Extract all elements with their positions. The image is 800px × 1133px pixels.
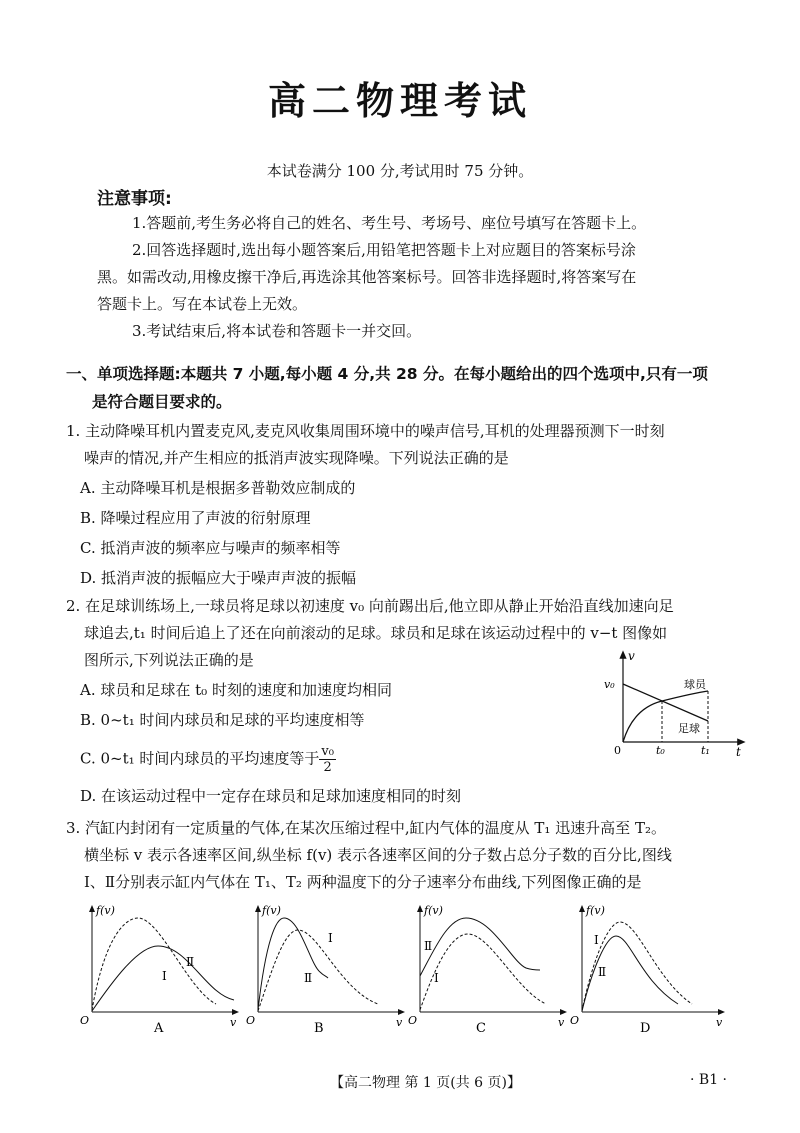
page-footer: 【高二物理 第 1 页(共 6 页)】 bbox=[330, 1075, 521, 1091]
notice-item-2-line-3: 答题卡上。写在本试卷上无效。 bbox=[97, 295, 308, 313]
graph-c-y-label: f(v) bbox=[424, 904, 443, 917]
fraction-denominator: 2 bbox=[323, 760, 332, 775]
graph-c-label-2: Ⅱ bbox=[424, 939, 433, 953]
notice-item-3: 3.考试结束后,将本试卷和答题卡一并交回。 bbox=[132, 322, 422, 340]
section-heading bbox=[66, 360, 746, 416]
question-1-line-2: 噪声的情况,并产生相应的抵消声波实现降噪。下列说法正确的是 bbox=[84, 449, 509, 467]
graph-d-x-label: v bbox=[716, 1016, 723, 1029]
graph-d-label-2: Ⅱ bbox=[598, 965, 607, 979]
page-title: 高二物理考试 bbox=[267, 79, 532, 123]
question-2-option-c bbox=[80, 744, 336, 775]
question-2-option-b: B. 0~t₁ 时间内球员和足球的平均速度相等 bbox=[80, 711, 365, 729]
graph-c-curve-1 bbox=[420, 934, 546, 1010]
graph-c-x-label: v bbox=[558, 1016, 565, 1029]
question-2-option-c-text: C. 0~t₁ 时间内球员的平均速度等于 bbox=[80, 749, 320, 768]
graph-c-label-1: Ⅰ bbox=[434, 971, 439, 985]
vt-t1-label: t₁ bbox=[701, 744, 710, 757]
graph-a-origin: O bbox=[80, 1014, 90, 1027]
question-3-line-3: Ⅰ、Ⅱ分别表示缸内气体在 T₁、T₂ 两种温度下的分子速率分布曲线,下列图像正确的是 bbox=[84, 873, 642, 891]
question-3-line-1: 3. 汽缸内封闭有一定质量的气体,在某次压缩过程中,缸内气体的温度从 T₁ 迅速升高至 T₂。 bbox=[66, 819, 666, 837]
graph-a-y-label: f(v) bbox=[96, 904, 115, 917]
vt-y-label: v bbox=[628, 649, 635, 663]
vt-ball-label: 足球 bbox=[678, 722, 700, 735]
distribution-graphs bbox=[78, 900, 728, 1042]
graph-c bbox=[408, 904, 565, 1036]
question-1-option-a: A. 主动降噪耳机是根据多普勒效应制成的 bbox=[80, 479, 356, 497]
vt-graph-figure bbox=[598, 648, 748, 760]
exam-intro: 本试卷满分 100 分,考试用时 75 分钟。 bbox=[266, 162, 534, 180]
question-2-option-d: D. 在该运动过程中一定存在球员和足球加速度相同的时刻 bbox=[80, 787, 462, 805]
vt-x-label: t bbox=[736, 745, 741, 759]
graph-d-label-1: Ⅰ bbox=[594, 933, 599, 947]
fraction-v0-over-2 bbox=[319, 744, 336, 775]
notice-item-1: 1.答题前,考生务必将自己的姓名、考生号、考场号、座位号填写在答题卡上。 bbox=[132, 214, 647, 232]
question-3-line-2: 横坐标 v 表示各速率区间,纵坐标 f(v) 表示各速率区间的分子数占总分子数的百分比,图线 bbox=[84, 846, 672, 864]
graph-d bbox=[570, 904, 723, 1036]
vt-v0-label: v₀ bbox=[604, 678, 615, 691]
graph-b-origin: O bbox=[246, 1014, 256, 1027]
question-2-line-1: 2. 在足球训练场上,一球员将足球以初速度 v₀ 向前踢出后,他立即从静止开始沿直线加速向足 bbox=[66, 597, 674, 615]
graph-b-label-2: Ⅱ bbox=[304, 971, 313, 985]
graph-c-curve-2 bbox=[420, 918, 540, 976]
graph-a-x-label: v bbox=[230, 1016, 237, 1029]
question-2-option-a: A. 球员和足球在 t₀ 时刻的速度和加速度均相同 bbox=[80, 681, 392, 699]
graph-b-caption: B bbox=[314, 1021, 324, 1036]
footer-code: · B1 · bbox=[690, 1072, 727, 1088]
graph-c-caption: C bbox=[476, 1021, 486, 1036]
notice-item-2-line-1: 2.回答选择题时,选出每小题答案后,用铅笔把答题卡上对应题目的答案标号涂 bbox=[132, 241, 636, 259]
notice-title: 注意事项: bbox=[97, 189, 172, 209]
graph-a-curve-1 bbox=[92, 918, 216, 1010]
graph-b bbox=[246, 904, 403, 1036]
section-heading-line-2: 是符合题目要求的。 bbox=[92, 393, 232, 411]
graph-d-curve-1 bbox=[582, 936, 678, 1011]
question-1-option-b: B. 降噪过程应用了声波的衍射原理 bbox=[80, 509, 311, 527]
graph-d-caption: D bbox=[640, 1021, 651, 1036]
graph-c-origin: O bbox=[408, 1014, 418, 1027]
graph-a-label-1: Ⅰ bbox=[162, 969, 167, 983]
vt-origin-label: 0 bbox=[614, 744, 621, 757]
section-heading-line-1: 一、单项选择题:本题共 7 小题,每小题 4 分,共 28 分。在每小题给出的四个选项中,只有一项 bbox=[66, 365, 708, 383]
graph-b-y-label: f(v) bbox=[262, 904, 281, 917]
notice-item-2-line-2: 黑。如需改动,用橡皮擦干净后,再选涂其他答案标号。回答非选择题时,将答案写在 bbox=[97, 268, 637, 286]
question-2-line-3: 图所示,下列说法正确的是 bbox=[84, 651, 254, 669]
question-1-line-1: 1. 主动降噪耳机内置麦克风,麦克风收集周围环境中的噪声信号,耳机的处理器预测下一时刻 bbox=[66, 422, 665, 440]
graph-a-label-2: Ⅱ bbox=[186, 955, 195, 969]
graph-b-x-label: v bbox=[396, 1016, 403, 1029]
graph-d-origin: O bbox=[570, 1014, 580, 1027]
question-2-line-2: 球追去,t₁ 时间后追上了还在向前滚动的足球。球员和足球在该运动过程中的 v−t 图像如 bbox=[84, 624, 668, 642]
graph-a bbox=[80, 904, 237, 1036]
graph-d-y-label: f(v) bbox=[586, 904, 605, 917]
vt-player-label: 球员 bbox=[684, 678, 706, 691]
question-1-option-d: D. 抵消声波的振幅应大于噪声声波的振幅 bbox=[80, 569, 357, 587]
vt-t0-label: t₀ bbox=[656, 744, 665, 757]
question-1-option-c: C. 抵消声波的频率应与噪声的频率相等 bbox=[80, 539, 341, 557]
graph-a-caption: A bbox=[154, 1021, 164, 1036]
graph-b-label-1: Ⅰ bbox=[328, 931, 333, 945]
fraction-numerator: v₀ bbox=[321, 744, 334, 759]
